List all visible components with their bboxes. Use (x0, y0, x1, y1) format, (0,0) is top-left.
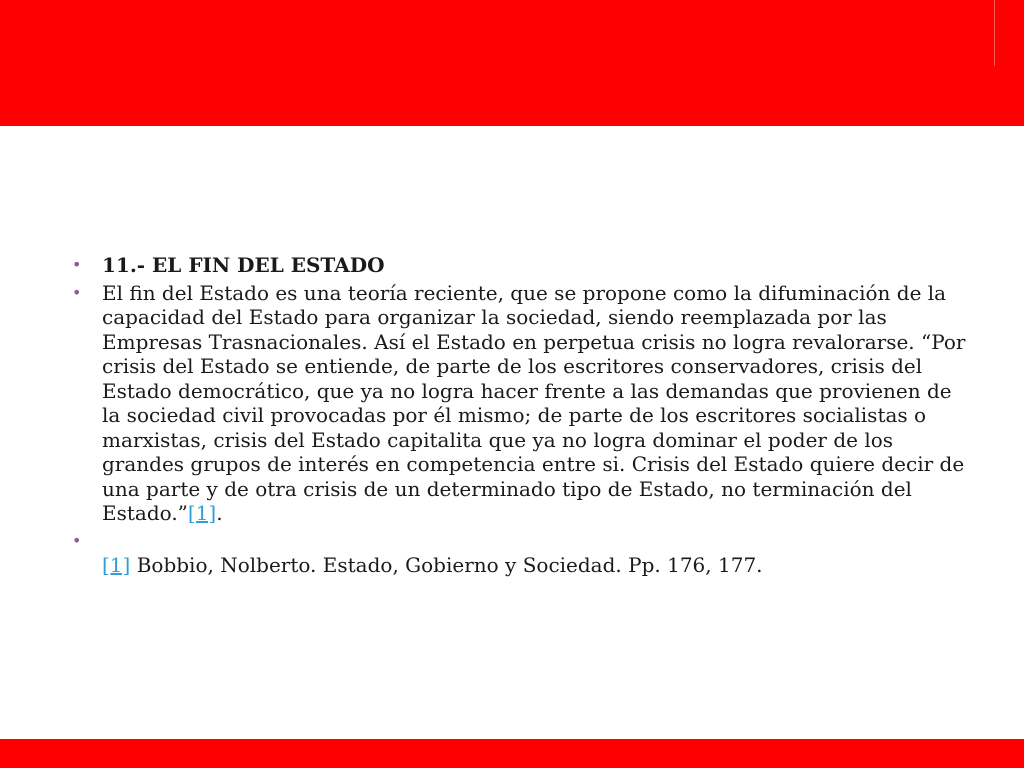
bullet-icon: • (72, 255, 82, 274)
bullet-icon: • (72, 530, 82, 550)
bullet-list (72, 253, 972, 578)
list-item-footnote (72, 529, 972, 578)
footnote-reference-link[interactable]: [1] (187, 501, 217, 525)
slide-content (72, 253, 972, 581)
body-paragraph: El fin del Estado es una teoría reciente, que se propone como la difuminación de la capacidad del Estado para organizar la sociedad, siendo reemplazada por las Empresas Trasnacionales. Así el Estado en perpetua crisis no logra revalorarse. “Por crisis del Estado se entiende, de parte de los escritores conservadores, crisis del Estado democrático, que ya no logra hacer frente a las demandas que provienen de la sociedad civil provocadas por él mismo; de parte de los escritores socialistas o marxistas, crisis del Estado capitalita que ya no logra dominar el poder de los grandes grupos de interés en competencia entre si. Crisis del Estado quiere decir de una parte y de otra crisis de un determinado tipo de Estado, no terminación del Estado.” (102, 280, 966, 525)
top-red-banner (0, 0, 1024, 126)
body-paragraph-end: . (216, 501, 223, 525)
list-item-body (72, 281, 972, 526)
empty-line (102, 529, 108, 553)
footnote-back-link[interactable]: [1] (102, 553, 131, 577)
list-item-heading (72, 253, 972, 278)
section-heading: 11.- EL FIN DEL ESTADO (102, 253, 385, 277)
bottom-red-banner (0, 739, 1024, 768)
footnote-text: Bobbio, Nolberto. Estado, Gobierno y Sociedad. Pp. 176, 177. (130, 553, 763, 577)
banner-divider-line (994, 0, 995, 66)
bullet-icon: • (72, 282, 82, 302)
